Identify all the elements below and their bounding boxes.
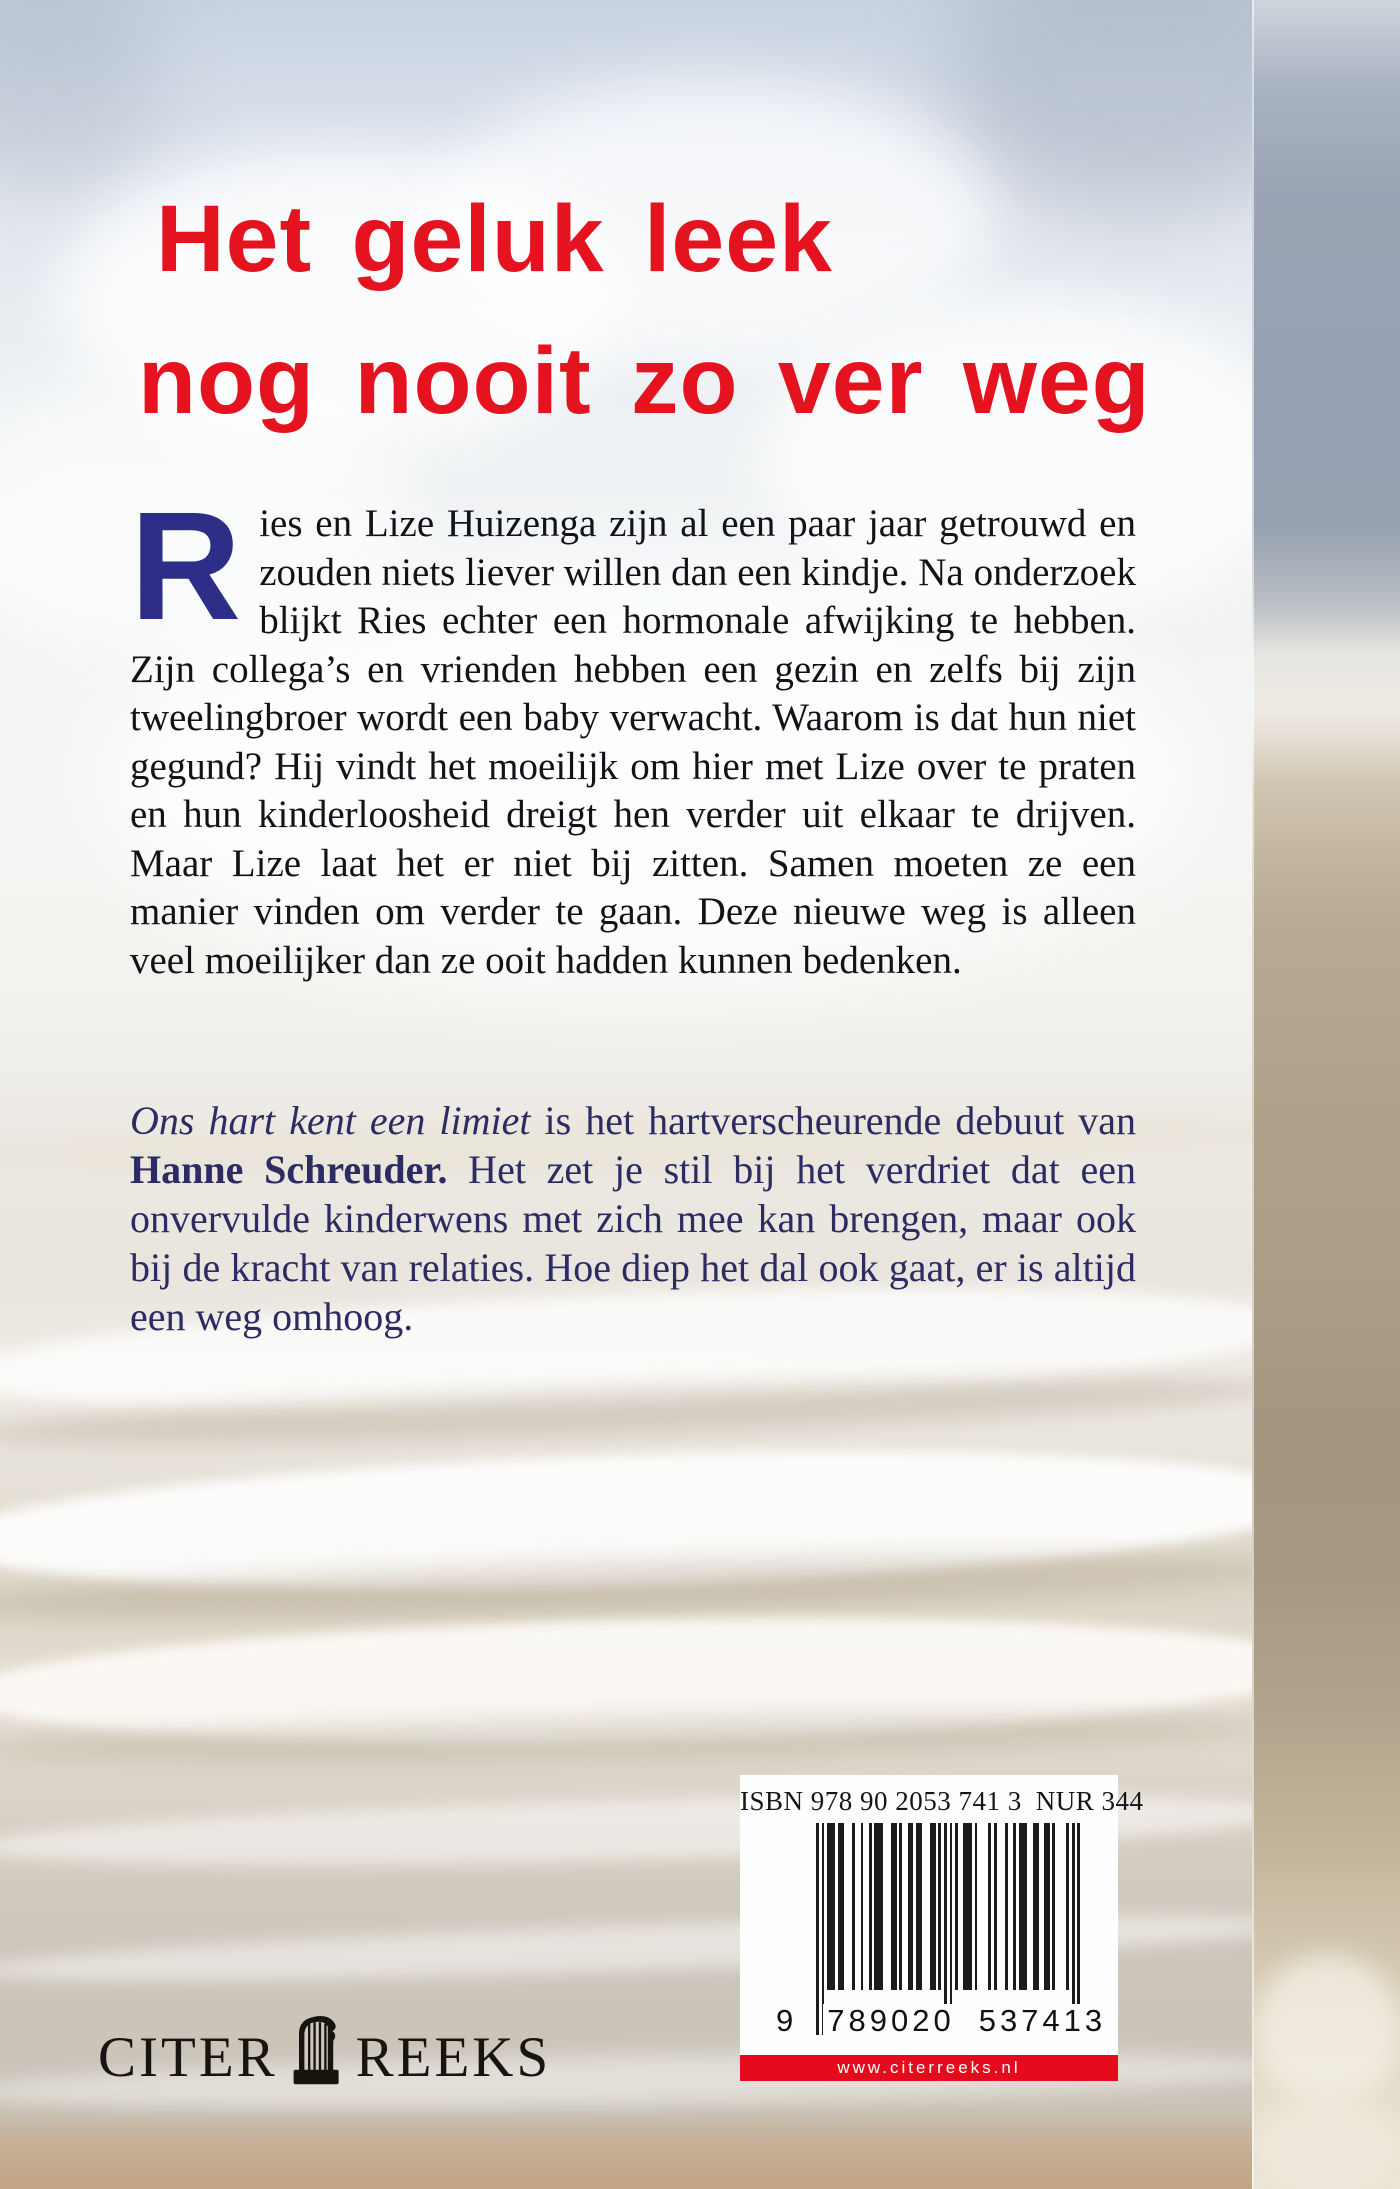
synopsis-paragraph (130, 480, 1136, 985)
barcode-digit-group: 9 (776, 2003, 798, 2038)
right-strip-texture (1254, 0, 1400, 2189)
tagline-line-2: nog nooit zo ver weg (138, 328, 1151, 434)
author-note-text-2: Het zet je stil bij het verdriet dat een onvervulde kinderwens met zich mee kan brengen, maar ook bij de kracht van relaties. Hoe diep het dal ook gaat, er is altijd een weg omhoog. (130, 1147, 1136, 1339)
isbn-block (740, 1775, 1144, 2081)
isbn-white-panel (740, 1775, 1144, 2055)
book-title-italic: Ons hart kent een limiet (130, 1098, 531, 1143)
barcode-digit-group: 537413 (975, 2004, 1110, 2037)
publisher-url-strip (740, 2055, 1118, 2081)
logo-word-citer: CITER (98, 2026, 278, 2089)
nur-label: NUR 344 (1035, 1786, 1144, 1816)
publisher-url: www.citerreeks.nl (837, 2058, 1021, 2077)
foam-patch (1254, 1955, 1400, 2105)
dry-sand-strip (0, 2105, 1252, 2189)
isbn-label: ISBN 978 90 2053 741 3 (740, 1786, 1022, 1816)
synopsis-text: ies en Lize Huizenga zijn al een paar jaar getrouwd en zouden niets liever willen dan een kindje. Na onderzoek blijkt Ries echter een hormonale afwijking te hebben. Zijn collega’s en vrienden hebben een gezin en zelfs bij zijn tweelingbroer wordt een baby verwacht. Waarom is dat hun niet gegund? Hij vindt het moeilijk om hier met Lize over te praten en hun kinderloosheid dreigt hen verder uit elkaar te drijven. Maar Lize laat het er niet bij zitten. Samen moeten ze een manier vinden om verder te gaan. Deze nieuwe weg is alleen veel moeilijker dan ze ooit hadden kunnen bedenken. (130, 502, 1136, 982)
isbn-number-line (740, 1783, 1144, 1821)
citerreeks-logo (98, 2008, 551, 2090)
author-name-bold: Hanne Schreuder. (130, 1147, 448, 1192)
citer-harp-icon (290, 2010, 344, 2090)
tagline (138, 168, 1151, 452)
right-edge-photo-strip (1252, 0, 1400, 2189)
author-note-text-1: is het hartverscheurende debuut van (530, 1098, 1136, 1143)
foam-patch (1254, 2095, 1400, 2189)
drop-cap: R (130, 480, 242, 652)
logo-word-reeks: REEKS (355, 2026, 552, 2089)
ean-barcode (776, 1823, 1107, 2038)
author-note-paragraph (130, 1096, 1136, 1341)
tagline-line-1: Het geluk leek (156, 186, 833, 292)
barcode-digits (776, 2001, 1107, 2038)
barcode-digit-group: 789020 (823, 2004, 958, 2037)
cloud (0, 0, 160, 190)
